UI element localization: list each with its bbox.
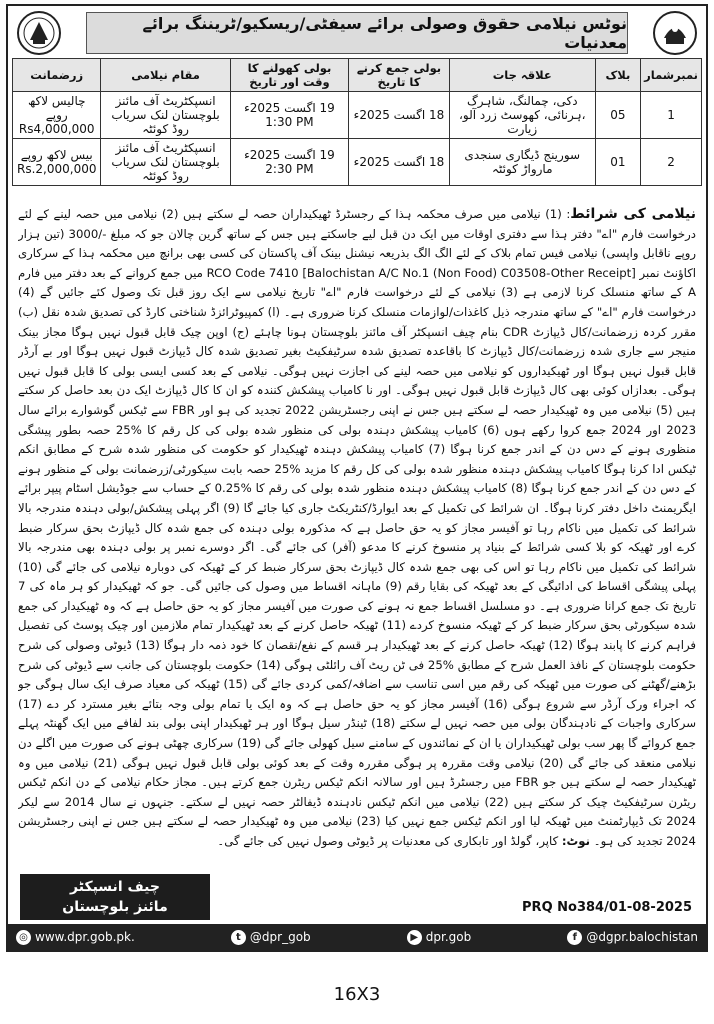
col-security: زرضمانت [13, 59, 101, 92]
footer-twitter[interactable] [231, 930, 311, 945]
cell-serial: 2 [641, 139, 702, 186]
cell-open-datetime [230, 139, 349, 186]
cell-security [13, 92, 101, 139]
security-words: چالیس لاکھ روپے [27, 94, 86, 122]
twitter-icon: t [231, 930, 246, 945]
note-text: کاپر، گولڈ اور تابکاری کی معدنیات پر ڈیوٹی وصول نہیں کی جائے گی۔ [217, 834, 559, 848]
auction-lots-table [12, 58, 702, 186]
cell-open-datetime [230, 92, 349, 139]
signature-block [20, 874, 210, 920]
globe-icon: ◎ [16, 930, 31, 945]
signature-department: مائنز بلوچستان [62, 899, 168, 915]
facebook-text: @dgpr.balochistan [586, 930, 698, 944]
table-row [13, 92, 702, 139]
twitter-text: @dpr_gob [249, 930, 311, 944]
youtube-icon: ▶ [407, 930, 422, 945]
prq-number: PRQ No384/01-08-2025 [522, 900, 692, 915]
col-block: بلاک [595, 59, 640, 92]
cell-areas: سورینج ڈیگاری سنجدی مارواڑ کوئٹہ [449, 139, 595, 186]
ad-size-label: 16X3 [333, 984, 381, 1005]
auction-terms: نیلامی کی شرائط: (1) نیلامی میں صرف محکمہ ہذا کے رجسٹرڈ ٹھیکیداران حصہ لے سکتے ہیں (2) نیلامی میں حصہ لینے کے لئے درخواست فارم "اے" دفتر ہذا سے دفتری اوقات میں ایک دن قبل لیے جاسکتے ہیں جس کے ساتھ گرین چالان جو کہ مبلغ -/3000 (تین ہزار روپے ناقابل واپسی) نیلامی فیس تمام بلاک کے لئے الگ الگ بذریعہ نیشنل بینک آف پاکستان کی کسی بھی برانچ میں محکمہ ہذا کے سرکاری اکاؤنٹ نمبر [Balochistan A/C No.1 (Non Food) C03508-Other Receipt] RCO Code 7410 میں جمع کروانے کے بعد دفتر میں فارم A کے ساتھ منسلک کرنا لازمی ہے (3) نیلامی کے لئے درخواست فارم "اے" تاریخ نیلامی سے ایک روز قبل تک وصول کئے جائیں گے (4) درخواست فارم "اے" کے ساتھ مندرجہ ذیل کاغذات/لوازمات منسلک کرنا ضروری ہے۔ (ا) کمپیوٹرائزڈ شناختی کارڈ کی تصدیق شدہ نقل (ب) مقرر کردہ زرضمانت/کال ڈیپازٹ CDR بنام چیف انسپکٹر آف مائنز بلوچستان ہونا چاہئے (ج) اوپن چیک قابل قبول نہیں ہوگا مجاز بینک منیجر سے جاری شدہ زرضمانت/کال ڈیپازٹ کا باقاعدہ تصدیق شدہ سرٹیفکیٹ بغیر تصدیق شدہ کال ڈیپازٹ قبول نہیں ہوگا اور بے آرڈر قابل قبول نہیں ہوگا اور ٹھیکیداروں کو نیلامی میں حصہ لینے کی اجازت نہیں ہوگی۔ نیلامی کے بعد کسی ایسی بولی کا قابل قبول نہیں ہوگی۔ بعدازاں کوئی بھی کال ڈیپازٹ قابل قبول نہیں ہوگی۔ اور نا کامیاب پیشکش کنندہ کو ان کا کال ڈیپازٹ ایک دن بعد حاصل کر سکتے ہیں (5) نیلامی میں وہ ٹھیکیدار حصہ لے سکتے ہیں جس نے اپنی رجسٹریشن 2022 تجدید کی ہو اور FBR سے ٹیکس گوشوارے برائے سال 2023 اور 2024 جمع کروا رکھے ہوں (6) کامیاب پیشکش دہندہ بولی کی منظور شدہ بولی کی کل رقم کا %25 حصہ بطور پیشگی منظوری ہونے کے دس دن کے اندر جمع کرنا ہوگا (7) کامیاب پیشکش دہندہ ٹھیکیدار کو حکومت کی منظور شدہ شرح کے مطابق انکم ٹیکس ادا کرنا ہوگا کامیاب پیشکش دہندہ منظور شدہ بولی کی کل رقم کا مزید %25 حصہ بابت سیکورٹی/زرضمانت بولی کے منظور ہونے کے دس دن کے اندر جمع کرنا ہوگا (8) کامیاب پیشکش دہندہ منظور شدہ بولی کی رقم کا %0.25 کے حساب سے جوڈیشل اسٹام پیپر برائے ایگریمنٹ داخل دفتر کرنا ہوگا۔ ان شرائط کی تکمیل کے بعد ایوارڈ/کنٹریکٹ جاری کیا جائے گا (9) اگر پہلی پیشکش/بولی دہندہ مندرجہ بالا شرائط کی تکمیل میں ناکام رہا تو آفیسر مجاز کو یہ حق حاصل ہے کہ مذکورہ بولی دہندہ کی جمع شدہ کال ڈیپازٹ بحق سرکار ضبط کرے اور ٹھیکہ کو بلا کسی شرائط کے بنیاد پر منسوخ کرنے کا مدعو (آفر) کی جائے گی۔ اگر دوسرے نمبر پر بولی دہندہ بھی مندرجہ بالا شرائط کی تکمیل میں ناکام رہا تو اس کی بھی جمع شدہ کال ڈیپازٹ بحق سرکار ضبط کر کے ٹھیکہ کی دوبارہ نیلامی کی جائے گی (10) پہلی پیشگی اقساط کی ادائیگی کے بعد ٹھیکہ کی بقایا رقم (9) ماہانہ اقساط میں وصول کی جائیں گی۔ جو کہ ٹھیکیدار کو ہر ماہ کی 7 تاریخ تک جمع کرانا ضروری ہے۔ دو مسلسل اقساط جمع نہ ہونے کی صورت میں آفیسر مجاز کو یہ حق حاصل ہے کہ وہ ٹھیکیدار کی جمع شدہ سیکورٹی بحق سرکار ضبط کر کے ٹھیکہ منسوخ کردے (11) ٹھیکہ حاصل کرنے کے بعد ٹھیکیدار تمام ملازمین اور چیک پوسٹ کی تفصیل فراہم کرنے کا پابند ہوگا (12) ٹھیکہ حاصل کرنے کے بعد ٹھیکیدار ہر قسم کے نفع/نقصان کا خود ذمہ دار ہوگا (13) ڈیوٹی وصولی کی شرح حکومت بلوچستان کے نافذ العمل شرح کے مطابق %25 فی ٹن ریٹ آف رائلٹی ہوگی (14) حکومت بلوچستان کی جانب سے ڈیوٹی کی شرح بڑھنے/گھٹنے کی صورت میں ٹھیکہ کی رقم میں اسی تناسب سے اضافہ/کمی کردی جائے گی (15) ٹھیکہ کی معیاد صرف ایک سال ہوگی جو کہ اجراء ورک آرڈر سے شروع ہوگی (16) آفیسر مجاز کو یہ حق حاصل ہے کہ وہ ایک یا تمام بولی وجہ بتائے بغیر مسترد کر دے (17) سرکاری واجبات کے نادہندگان بولی میں حصہ نہیں لے سکتے (18) ٹینڈر سیل ہوگا اور ہر ٹھیکیدار اپنی بولی بند لفافے میں ایک گھنٹہ پہلے جمع کروائے گا پھر سب بولی ٹھیکیداران یا ان کے نمائندوں کے سامنے سیل کھولی جائے گی (19) سرکاری چھٹی ہونے کی صورت میں اگلے دن نیلامی منعقد کی جائے گی (20) نیلامی وقت مقررہ پر ہوگی مقررہ وقت کے بعد کوئی بولی قابل قبول نہیں ہوگی (21) نیلامی میں وہ ٹھیکیدار حصہ لے سکتے ہیں جو FBR میں رجسٹرڈ ہیں اور سالانہ انکم ٹیکس ریٹرن جمع کرتے ہیں۔ مجاز حکام نیلامی کے دن انکم ٹیکس ریٹرن سرٹیفکیٹ چیک کر سکتے ہیں (22) نیلامی میں انکم ٹیکس نادہندہ ڈیفالٹر حصہ نہیں لے سکتے۔ جنہوں نے سال 2014 سے لیکر 2024 تک ڈیپارٹمنٹ میں ٹھیکہ لیا اور انکم ٹیکس جمع نہیں کیا (23) نیلامی میں وہ ٹھیکیدار حصہ لے سکتے ہیں جس نے اپنی رجسٹریشن 2024 تجدید کی ہو۔ نوٹ: کاپر، گولڈ اور تابکاری کی معدنیات پر ڈیوٹی وصول نہیں کی جائے گی۔ [18, 206, 696, 848]
security-amount: Rs.2,000,000 [17, 162, 97, 176]
government-emblem-icon [16, 10, 62, 56]
rco-code: RCO Code 7410 [206, 265, 299, 280]
note-label: نوٹ: [561, 834, 591, 848]
cell-security [13, 139, 101, 186]
security-amount: Rs4,000,000 [18, 122, 95, 136]
col-submit-date: بولی جمع کرنے کا تاریخ [349, 59, 450, 92]
col-venue: مقام نیلامی [101, 59, 230, 92]
cell-venue: انسپکٹریٹ آف مائنز بلوچستان لنک سریاب روڈ کوئٹہ [101, 92, 230, 139]
signature-title: چیف انسپکٹر [70, 879, 160, 895]
department-emblem-icon [652, 10, 698, 56]
cell-block: 05 [595, 92, 640, 139]
col-serial: نمبرشمار [641, 59, 702, 92]
cell-areas: دکی، چمالنگ، شاہرگ ،ہرنائی، کھوسٹ زرد آلو، زیارت [449, 92, 595, 139]
account-number: [Balochistan A/C No.1 (Non Food) C03508-Other Receipt] [302, 265, 636, 280]
col-areas: علاقہ جات [449, 59, 595, 92]
open-date: 19 اگست 2025ء [244, 101, 335, 115]
security-words: بیس لاکھ روپے [20, 148, 93, 162]
website-text: www.dpr.gob.pk. [35, 930, 135, 944]
col-open-datetime: بولی کھولنے کا وقت اور تاریخ [230, 59, 349, 92]
terms-paragraph-1: (1) نیلامی میں صرف محکمہ ہذا کے رجسٹرڈ ٹھیکیداران حصہ لے سکتے ہیں (2) نیلامی میں حصہ لینے کے لئے درخواست فارم "اے" دفتر ہذا سے دفتری اوقات میں ایک دن قبل لیے جاسکتے ہیں جس کے ساتھ گرین چالان جو کہ مبلغ -/3000 (تین ہزار روپے ناقابل واپسی) نیلامی فیس تمام بلاک کے لئے الگ الگ بذریعہ نیشنل بینک آف پاکستان کی کسی بھی برانچ میں محکمہ ہذا کے سرکاری اکاؤنٹ نمبر [18, 207, 696, 280]
table-row [13, 139, 702, 186]
footer-website[interactable] [16, 930, 135, 945]
cell-submit-date: 18 اگست 2025ء [349, 92, 450, 139]
footer-bar [8, 924, 706, 950]
cell-venue: انسپکٹریٹ آف مائنز بلوچستان لنک سریاب روڈ کوئٹہ [101, 139, 230, 186]
table-header-row [13, 59, 702, 92]
cell-submit-date: 18 اگست 2025ء [349, 139, 450, 186]
open-time: 1:30 PM [265, 115, 314, 129]
cell-serial: 1 [641, 92, 702, 139]
facebook-icon: f [567, 930, 582, 945]
notice-title: نوٹس نیلامی حقوق وصولی برائے سیفٹی/ریسکیو/ٹریننگ برائے معدنیات [86, 12, 628, 54]
youtube-text: dpr.gob [425, 930, 472, 944]
terms-paragraph-2: میں جمع کروانے کے بعد دفتر میں فارم A کے ساتھ منسلک کرنا لازمی ہے (3) نیلامی کے لئے درخواست فارم "اے" تاریخ نیلامی سے ایک روز قبل تک وصول کئے جائیں گے (4) درخواست فارم "اے" کے ساتھ مندرجہ ذیل کاغذات/لوازمات منسلک کرنا ضروری ہے۔ (ا) کمپیوٹرائزڈ شناختی کارڈ کی تصدیق شدہ نقل (ب) مقرر کردہ زرضمانت/کال ڈیپازٹ CDR بنام چیف انسپکٹر آف مائنز بلوچستان ہونا چاہئے (ج) اوپن چیک قابل قبول نہیں ہوگا مجاز بینک منیجر سے جاری شدہ زرضمانت/کال ڈیپازٹ کا باقاعدہ تصدیق شدہ سرٹیفکیٹ بغیر تصدیق شدہ کال ڈیپازٹ قبول نہیں ہوگا اور بے آرڈر قابل قبول نہیں ہوگا اور ٹھیکیداروں کو نیلامی میں حصہ لینے کی اجازت نہیں ہوگی۔ نیلامی کے بعد کسی ایسی بولی کا قابل قبول نہیں ہوگی۔ بعدازاں کوئی بھی کال ڈیپازٹ قابل قبول نہیں ہوگی۔ اور نا کامیاب پیشکش کنندہ کو ان کا کال ڈیپازٹ ایک دن بعد حاصل کر سکتے ہیں (5) نیلامی میں وہ ٹھیکیدار حصہ لے سکتے ہیں جس نے اپنی رجسٹریشن 2022 تجدید کی ہو اور FBR سے ٹیکس گوشوارے برائے سال 2023 اور 2024 جمع کروا رکھے ہوں (6) کامیاب پیشکش دہندہ بولی کی منظور شدہ بولی کی کل رقم کا %25 حصہ بطور پیشگی منظوری ہونے کے دس دن کے اندر جمع کرنا ہوگا (7) کامیاب پیشکش دہندہ ٹھیکیدار کو حکومت کی منظور شدہ شرح کے مطابق انکم ٹیکس ادا کرنا ہوگا کامیاب پیشکش دہندہ منظور شدہ بولی کی کل رقم کا مزید %25 حصہ بابت سیکورٹی/زرضمانت بولی کے منظور ہونے کے دس دن کے اندر جمع کرنا ہوگا (8) کامیاب پیشکش دہندہ منظور شدہ بولی کی رقم کا %0.25 کے حساب سے جوڈیشل اسٹام پیپر برائے ایگریمنٹ داخل دفتر کرنا ہوگا۔ ان شرائط کی تکمیل کے بعد ایوارڈ/کنٹریکٹ جاری کیا جائے گا (9) اگر پہلی پیشکش/بولی دہندہ مندرجہ بالا شرائط کی تکمیل میں ناکام رہا تو آفیسر مجاز کو یہ حق حاصل ہے کہ مذکورہ بولی دہندہ کی جمع شدہ کال ڈیپازٹ بحق سرکار ضبط کرے اور ٹھیکہ کو بلا کسی شرائط کے بنیاد پر منسوخ کرنے کا مدعو (آفر) کی جائے گی۔ اگر دوسرے نمبر پر بولی دہندہ بھی مندرجہ بالا شرائط کی تکمیل میں ناکام رہا تو اس کی بھی جمع شدہ کال ڈیپازٹ بحق سرکار ضبط کر کے ٹھیکہ کی دوبارہ نیلامی کی جائے گی (10) پہلی پیشگی اقساط کی ادائیگی کے بعد ٹھیکہ کی بقایا رقم (9) ماہانہ اقساط میں وصول کی جائیں گی۔ جو کہ ٹھیکیدار کو ہر ماہ کی 7 تاریخ تک جمع کرانا ضروری ہے۔ دو مسلسل اقساط جمع نہ ہونے کی صورت میں آفیسر مجاز کو یہ حق حاصل ہے کہ وہ ٹھیکیدار کی جمع شدہ سیکورٹی بحق سرکار ضبط کر کے ٹھیکہ منسوخ کردے (11) ٹھیکہ حاصل کرنے کے بعد ٹھیکیدار تمام ملازمین اور چیک پوسٹ کی تفصیل فراہم کرنے کا پابند ہوگا (12) ٹھیکہ حاصل کرنے کے بعد ٹھیکیدار ہر قسم کے نفع/نقصان کا خود ذمہ دار ہوگا (13) ڈیوٹی وصولی کی شرح حکومت بلوچستان کے نافذ العمل شرح کے مطابق %25 فی ٹن ریٹ آف رائلٹی ہوگی (14) حکومت بلوچستان کی جانب سے ڈیوٹی کی شرح بڑھنے/گھٹنے کی صورت میں ٹھیکہ کی رقم میں اسی تناسب سے اضافہ/کمی کردی جائے گی (15) ٹھیکہ کی معیاد صرف ایک سال ہوگی جو کہ اجراء ورک آرڈر سے شروع ہوگی (16) آفیسر مجاز کو یہ حق حاصل ہے کہ وہ ایک یا تمام بولی وجہ بتائے بغیر مسترد کر دے (17) سرکاری واجبات کے نادہندگان بولی میں حصہ نہیں لے سکتے (18) ٹینڈر سیل ہوگا اور ہر ٹھیکیدار اپنی بولی بند لفافے میں ایک گھنٹہ پہلے جمع کروائے گا پھر سب بولی ٹھیکیداران یا ان کے نمائندوں کے سامنے سیل کھولی جائے گی (19) سرکاری چھٹی ہونے کی صورت میں اگلے دن نیلامی منعقد کی جائے گی (20) نیلامی وقت مقررہ پر ہوگی مقررہ وقت کے بعد کوئی بولی قابل قبول نہیں ہوگی (21) نیلامی میں وہ ٹھیکیدار حصہ لے سکتے ہیں جو FBR میں رجسٹرڈ ہیں اور سالانہ انکم ٹیکس ریٹرن جمع کرتے ہیں۔ مجاز حکام نیلامی کے دن انکم ٹیکس ریٹرن سرٹیفکیٹ چیک کر سکتے ہیں (22) نیلامی میں انکم ٹیکس نادہندہ ڈیفالٹر حصہ نہیں لے سکتے۔ جنہوں نے سال 2014 سے لیکر 2024 تک ڈیپارٹمنٹ میں ٹھیکہ لیا اور انکم ٹیکس جمع نہیں کیا (23) نیلامی میں وہ ٹھیکیدار حصہ لے سکتے ہیں جس نے اپنی رجسٹریشن 2024 تجدید کی ہو۔ [18, 265, 696, 848]
open-date: 19 اگست 2025ء [244, 148, 335, 162]
cell-block: 01 [595, 139, 640, 186]
open-time: 2:30 PM [265, 162, 314, 176]
notice-sheet [6, 4, 708, 952]
footer-youtube[interactable] [407, 930, 471, 945]
footer-facebook[interactable] [567, 930, 698, 945]
terms-heading: نیلامی کی شرائط [570, 206, 696, 222]
